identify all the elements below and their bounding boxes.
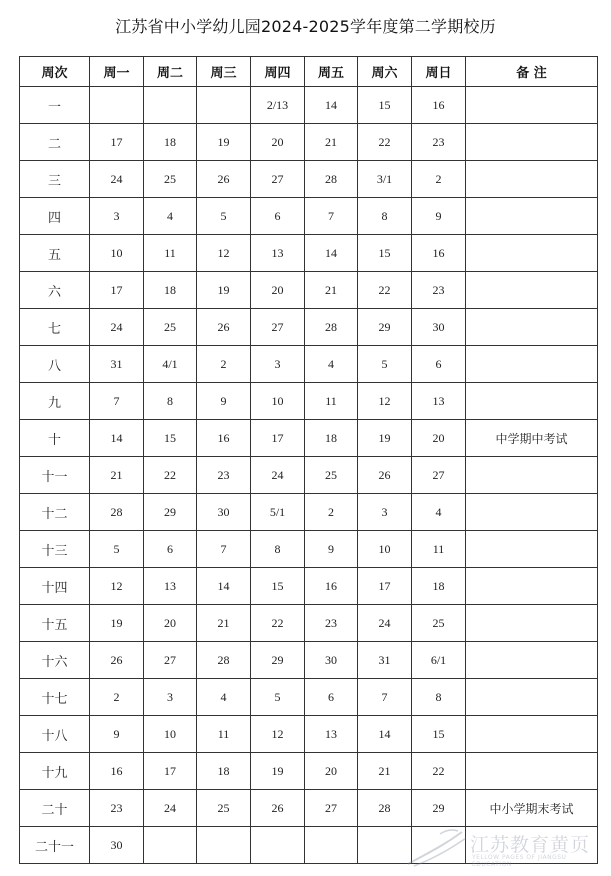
day-cell: 19: [251, 753, 305, 790]
day-cell: 5/1: [251, 494, 305, 531]
table-row: [20, 642, 598, 679]
day-cell: 13: [305, 716, 358, 753]
day-cell: 27: [251, 161, 305, 198]
day-cell: 26: [90, 642, 144, 679]
day-cell: 5: [90, 531, 144, 568]
header-wed: 周三: [197, 57, 251, 87]
table-row: [20, 716, 598, 753]
week-cell: 六: [20, 272, 90, 309]
week-cell: 七: [20, 309, 90, 346]
table-row: [20, 457, 598, 494]
week-cell: 二十: [20, 790, 90, 827]
day-cell: 30: [412, 309, 466, 346]
table-row: [20, 235, 598, 272]
watermark-subtext: YELLOW PAGES OF JIANGSU EDUCATION: [472, 854, 567, 868]
day-cell: 25: [144, 309, 197, 346]
day-cell: 28: [90, 494, 144, 531]
day-cell: 25: [412, 605, 466, 642]
day-cell: 23: [197, 457, 251, 494]
day-cell: [305, 827, 358, 864]
note-cell: [466, 124, 598, 161]
day-cell: 16: [305, 568, 358, 605]
table-row: [20, 420, 598, 457]
day-cell: [144, 827, 197, 864]
day-cell: 21: [358, 753, 412, 790]
week-cell: 十: [20, 420, 90, 457]
day-cell: 21: [305, 272, 358, 309]
day-cell: 25: [305, 457, 358, 494]
day-cell: 23: [305, 605, 358, 642]
table-row: [20, 827, 598, 864]
day-cell: 2: [197, 346, 251, 383]
day-cell: 12: [90, 568, 144, 605]
calendar-body: [20, 87, 598, 864]
note-cell: [466, 235, 598, 272]
day-cell: 7: [197, 531, 251, 568]
week-cell: 十七: [20, 679, 90, 716]
day-cell: 5: [251, 679, 305, 716]
day-cell: 8: [412, 679, 466, 716]
day-cell: 13: [412, 383, 466, 420]
day-cell: 17: [358, 568, 412, 605]
day-cell: 6/1: [412, 642, 466, 679]
note-cell: [466, 198, 598, 235]
day-cell: [358, 827, 412, 864]
day-cell: 12: [358, 383, 412, 420]
day-cell: 12: [197, 235, 251, 272]
day-cell: 6: [251, 198, 305, 235]
day-cell: 21: [305, 124, 358, 161]
table-row: [20, 605, 598, 642]
day-cell: 10: [251, 383, 305, 420]
header-week: 周次: [20, 57, 90, 87]
day-cell: 12: [251, 716, 305, 753]
note-cell: [466, 679, 598, 716]
day-cell: [197, 87, 251, 124]
table-row: [20, 346, 598, 383]
day-cell: 9: [305, 531, 358, 568]
day-cell: 5: [197, 198, 251, 235]
day-cell: 21: [197, 605, 251, 642]
day-cell: 2: [90, 679, 144, 716]
day-cell: 2: [305, 494, 358, 531]
day-cell: 16: [412, 87, 466, 124]
table-row: [20, 568, 598, 605]
day-cell: 9: [197, 383, 251, 420]
table-row: [20, 309, 598, 346]
table-row: [20, 679, 598, 716]
day-cell: 8: [251, 531, 305, 568]
day-cell: 26: [197, 161, 251, 198]
day-cell: 14: [90, 420, 144, 457]
day-cell: 4: [305, 346, 358, 383]
header-row: [20, 57, 598, 87]
note-cell: [466, 531, 598, 568]
day-cell: 14: [305, 87, 358, 124]
page-title: 江苏省中小学幼儿园2024-2025学年度第二学期校历: [115, 17, 496, 36]
note-cell: [466, 716, 598, 753]
day-cell: 26: [251, 790, 305, 827]
day-cell: 11: [412, 531, 466, 568]
day-cell: [90, 87, 144, 124]
day-cell: 30: [197, 494, 251, 531]
table-row: [20, 531, 598, 568]
note-cell: [466, 605, 598, 642]
table-row: [20, 87, 598, 124]
day-cell: 16: [412, 235, 466, 272]
day-cell: 27: [251, 309, 305, 346]
header-sat: 周六: [358, 57, 412, 87]
note-cell: [466, 161, 598, 198]
day-cell: 6: [144, 531, 197, 568]
day-cell: 31: [90, 346, 144, 383]
day-cell: 24: [90, 161, 144, 198]
day-cell: 10: [144, 716, 197, 753]
day-cell: 7: [305, 198, 358, 235]
day-cell: 4: [412, 494, 466, 531]
note-cell: 中小学期末考试: [466, 790, 598, 827]
day-cell: 19: [197, 272, 251, 309]
day-cell: 15: [358, 87, 412, 124]
table-row: [20, 753, 598, 790]
day-cell: 4/1: [144, 346, 197, 383]
day-cell: 14: [358, 716, 412, 753]
day-cell: 27: [305, 790, 358, 827]
day-cell: 28: [358, 790, 412, 827]
note-cell: [466, 383, 598, 420]
day-cell: 31: [358, 642, 412, 679]
day-cell: 9: [412, 198, 466, 235]
calendar-table: [19, 56, 598, 864]
day-cell: 28: [197, 642, 251, 679]
week-cell: 三: [20, 161, 90, 198]
note-cell: 中学期中考试: [466, 420, 598, 457]
day-cell: 22: [251, 605, 305, 642]
note-cell: [466, 272, 598, 309]
day-cell: 3: [144, 679, 197, 716]
day-cell: 17: [90, 124, 144, 161]
day-cell: 29: [144, 494, 197, 531]
header-mon: 周一: [90, 57, 144, 87]
day-cell: 21: [90, 457, 144, 494]
day-cell: 10: [90, 235, 144, 272]
note-cell: [466, 457, 598, 494]
day-cell: 9: [90, 716, 144, 753]
note-cell: [466, 827, 598, 864]
day-cell: 6: [305, 679, 358, 716]
note-cell: [466, 309, 598, 346]
day-cell: 4: [144, 198, 197, 235]
day-cell: 20: [251, 272, 305, 309]
day-cell: 22: [412, 753, 466, 790]
day-cell: 24: [144, 790, 197, 827]
day-cell: 29: [412, 790, 466, 827]
week-cell: 十二: [20, 494, 90, 531]
day-cell: 19: [197, 124, 251, 161]
day-cell: 19: [90, 605, 144, 642]
day-cell: 11: [144, 235, 197, 272]
day-cell: 18: [197, 753, 251, 790]
day-cell: 3/1: [358, 161, 412, 198]
day-cell: 16: [90, 753, 144, 790]
day-cell: 6: [412, 346, 466, 383]
table-row: [20, 790, 598, 827]
day-cell: 30: [305, 642, 358, 679]
day-cell: 23: [412, 272, 466, 309]
day-cell: 11: [305, 383, 358, 420]
table-row: [20, 198, 598, 235]
day-cell: 15: [144, 420, 197, 457]
day-cell: 5: [358, 346, 412, 383]
day-cell: 2: [412, 161, 466, 198]
day-cell: [197, 827, 251, 864]
day-cell: 16: [197, 420, 251, 457]
day-cell: 24: [90, 309, 144, 346]
table-row: [20, 161, 598, 198]
day-cell: 15: [358, 235, 412, 272]
day-cell: 18: [144, 272, 197, 309]
day-cell: 2/13: [251, 87, 305, 124]
day-cell: 15: [412, 716, 466, 753]
week-cell: 十八: [20, 716, 90, 753]
day-cell: 13: [144, 568, 197, 605]
day-cell: 11: [197, 716, 251, 753]
day-cell: 22: [144, 457, 197, 494]
day-cell: 27: [144, 642, 197, 679]
day-cell: 26: [197, 309, 251, 346]
table-row: [20, 124, 598, 161]
week-cell: 十四: [20, 568, 90, 605]
day-cell: 4: [197, 679, 251, 716]
day-cell: 28: [305, 161, 358, 198]
week-cell: 二: [20, 124, 90, 161]
day-cell: 18: [412, 568, 466, 605]
day-cell: [251, 827, 305, 864]
day-cell: 30: [90, 827, 144, 864]
day-cell: 7: [358, 679, 412, 716]
week-cell: 十五: [20, 605, 90, 642]
day-cell: 3: [251, 346, 305, 383]
note-cell: [466, 494, 598, 531]
day-cell: 23: [90, 790, 144, 827]
day-cell: 3: [90, 198, 144, 235]
week-cell: 十六: [20, 642, 90, 679]
day-cell: 18: [305, 420, 358, 457]
day-cell: 20: [144, 605, 197, 642]
week-cell: 十一: [20, 457, 90, 494]
header-sun: 周日: [412, 57, 466, 87]
day-cell: 17: [90, 272, 144, 309]
day-cell: 15: [251, 568, 305, 605]
day-cell: 25: [144, 161, 197, 198]
day-cell: 19: [358, 420, 412, 457]
day-cell: 17: [144, 753, 197, 790]
table-row: [20, 494, 598, 531]
day-cell: 27: [412, 457, 466, 494]
day-cell: 14: [305, 235, 358, 272]
watermark-text: 江苏教育黄页: [470, 834, 591, 856]
week-cell: 八: [20, 346, 90, 383]
note-cell: [466, 568, 598, 605]
note-cell: [466, 642, 598, 679]
day-cell: 29: [251, 642, 305, 679]
header-notes: 备 注: [466, 57, 598, 87]
week-cell: 十九: [20, 753, 90, 790]
day-cell: 23: [412, 124, 466, 161]
note-cell: [466, 346, 598, 383]
day-cell: [412, 827, 466, 864]
day-cell: 10: [358, 531, 412, 568]
week-cell: 九: [20, 383, 90, 420]
day-cell: 22: [358, 124, 412, 161]
header-thu: 周四: [251, 57, 305, 87]
table-row: [20, 272, 598, 309]
day-cell: 26: [358, 457, 412, 494]
day-cell: 24: [251, 457, 305, 494]
day-cell: 18: [144, 124, 197, 161]
note-cell: [466, 87, 598, 124]
header-fri: 周五: [305, 57, 358, 87]
day-cell: 22: [358, 272, 412, 309]
day-cell: 17: [251, 420, 305, 457]
day-cell: 25: [197, 790, 251, 827]
day-cell: 20: [251, 124, 305, 161]
week-cell: 二十一: [20, 827, 90, 864]
week-cell: 五: [20, 235, 90, 272]
week-cell: 四: [20, 198, 90, 235]
day-cell: 13: [251, 235, 305, 272]
day-cell: 20: [412, 420, 466, 457]
note-cell: [466, 753, 598, 790]
day-cell: 24: [358, 605, 412, 642]
day-cell: 28: [305, 309, 358, 346]
week-cell: 一: [20, 87, 90, 124]
header-tue: 周二: [144, 57, 197, 87]
day-cell: 29: [358, 309, 412, 346]
day-cell: 7: [90, 383, 144, 420]
day-cell: 8: [358, 198, 412, 235]
day-cell: 20: [305, 753, 358, 790]
day-cell: 14: [197, 568, 251, 605]
table-row: [20, 383, 598, 420]
day-cell: 8: [144, 383, 197, 420]
week-cell: 十三: [20, 531, 90, 568]
day-cell: [144, 87, 197, 124]
day-cell: 3: [358, 494, 412, 531]
